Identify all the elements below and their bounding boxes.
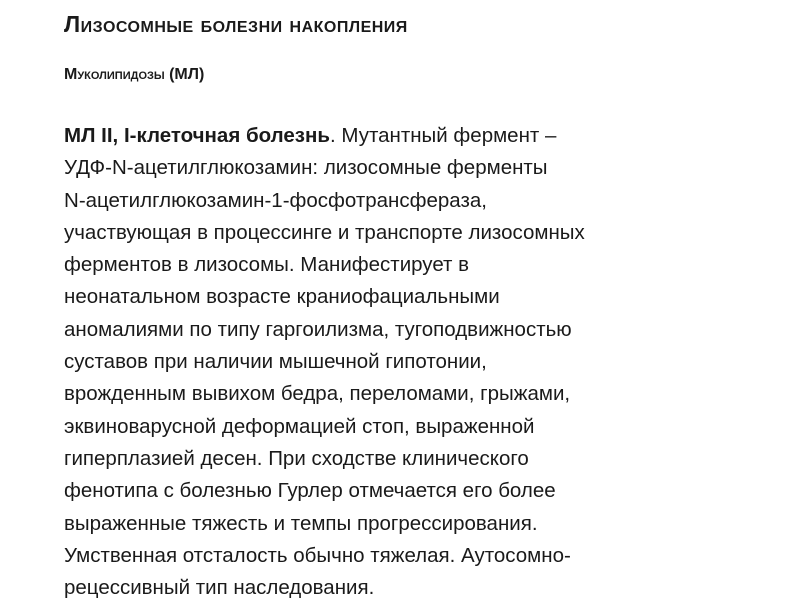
line3-rest: -ацетилглюкозамин-1-фосфотрансфераза, xyxy=(78,188,487,212)
body-line: эквиноварусной деформацией стоп, выраженной xyxy=(64,414,535,438)
line1-rest: . Мутантный фермент – xyxy=(330,124,557,147)
body-line: фенотипа с болезнью Гурлер отмечается его более xyxy=(64,479,556,503)
slide-subtitle: Муколипидозы (МЛ) xyxy=(64,66,205,83)
slide-title: Лизосомные болезни накопления xyxy=(64,11,408,37)
body-line: рецессивный тип наследования. xyxy=(64,576,375,600)
term-suffix: -клеточная болезнь xyxy=(129,124,330,147)
body-line: гиперплазией десен. При сходстве клинического xyxy=(64,446,529,470)
body-line: Умственная отсталость обычно тяжелая. Аутосомно- xyxy=(64,543,571,567)
term-roman: II, I xyxy=(101,124,130,147)
body-line xyxy=(64,120,794,152)
line2-prefix: УДФ- xyxy=(64,156,112,180)
line3-letter: N xyxy=(64,188,79,212)
body-line: неонатальном возрасте краниофациальными xyxy=(64,285,500,309)
body-line: аномалиями по типу гаргоилизма, тугоподвижностью xyxy=(64,317,572,341)
body-line: выраженные тяжесть и темпы прогрессирования. xyxy=(64,511,538,535)
line2-letter: N xyxy=(111,156,127,180)
body-line xyxy=(64,152,794,184)
body-line xyxy=(64,185,794,217)
term-prefix: МЛ xyxy=(64,124,102,147)
body-line: ферментов в лизосомы. Манифестирует в xyxy=(64,253,470,277)
body-line: участвующая в процессинге и транспорте лизосомных xyxy=(64,220,585,244)
body-line: суставов при наличии мышечной гипотонии, xyxy=(64,350,487,374)
line2-rest: -ацетилглюкозамин: лизосомные ферменты xyxy=(126,156,548,180)
body-line: врожденным вывихом бедра, переломами, грыжами, xyxy=(64,382,571,406)
body-text xyxy=(64,120,794,600)
term-bold xyxy=(64,124,330,147)
